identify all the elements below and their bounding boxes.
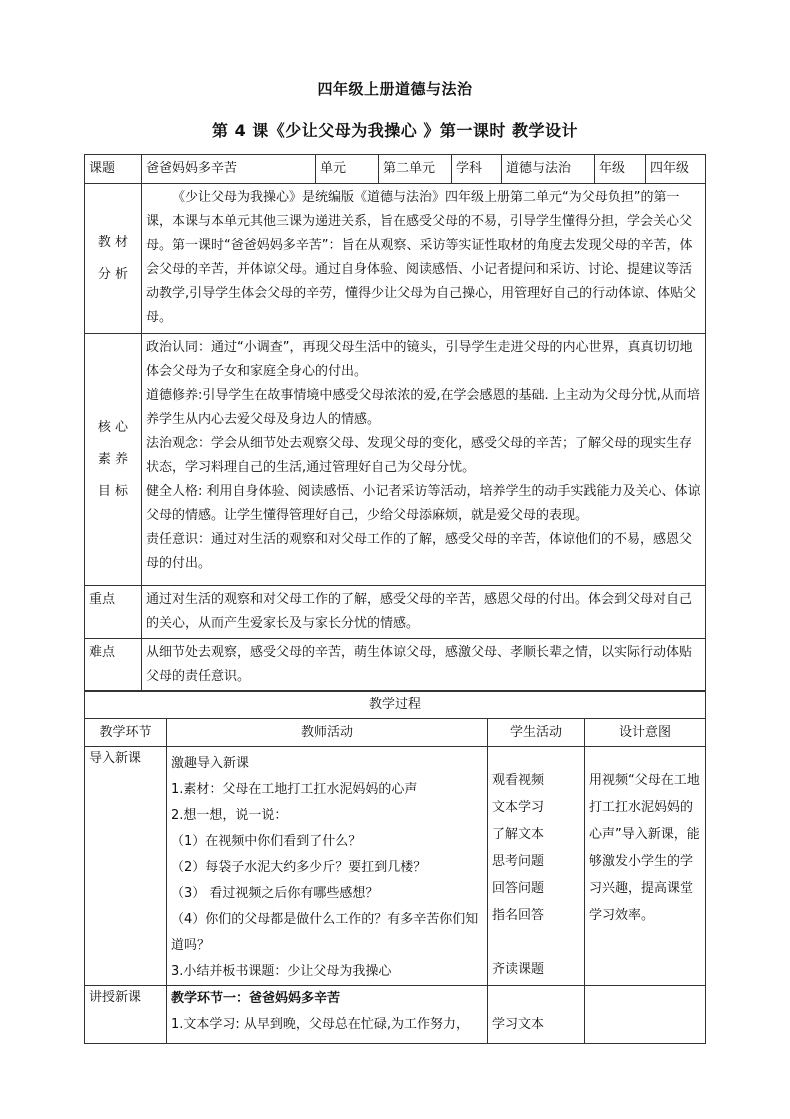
difficulty-text: 从细节处去观察，感受父母的辛苦，萌生体谅父母，感激父母、孝顺长辈之情，以实际行动体贴父母的责任意识。 [142,639,706,692]
key-point-label: 重点 [85,586,142,639]
material-text: 《少让父母为我操心》是统编版《道德与法治》四年级上册第二单元“为父母负担”的第一课，本课与本单元其他三课为递进关系，旨在感受父母的不易，引导学生懂得分担，学会关心父母。第一课时“爸爸妈妈多辛苦”：旨在从观察、采访等实证性取材的角度去发现父母的辛苦，体会父母的辛苦，并体谅父母。通过自身体验、阅读感悟、小记者提问和采访、讨论、提建议等活动教学,引导学生体会父母的辛劳，懂得少让父母为自己操心，用管理好自己的行动体谅、体贴父母。 [142,184,706,334]
difficulty-label: 难点 [85,639,142,692]
core-goals-text [142,334,706,586]
topic-value: 爸爸妈妈多辛苦 [142,155,316,184]
grade-value: 四年级 [646,155,706,184]
core-goals-row [85,334,706,586]
new-lesson-teacher-activity: 教学环节一：爸爸妈妈多辛苦 1.文本学习: 从早到晚，父母总在忙碌,为工作努力， [167,986,488,1044]
process-title-row [85,691,706,719]
difficulty-row [85,639,706,692]
header-stage: 教学环节 [85,719,167,747]
process-table [84,690,706,1044]
goal-moral: 道德修养:引导学生在故事情境中感受父母浓浓的爱,在学会感恩的基础. 上主动为父母分忧,从而培养学生从内心去爱父母及身边人的情感。 [146,388,700,427]
goal-responsibility: 责任意识：通过对生活的观察和对父母工作的了解，感受父母的辛苦，体谅他们的不易，感恩父母的付出。 [146,532,693,571]
core-goals-label: 核 心 素 养 目 标 [85,334,142,586]
intro-design-intent: 用视频“父母在工地打工扛水泥妈妈的心声”导入新课，能够激发小学生的学习兴趣，提高课堂学习效率。 [585,747,706,986]
goal-political: 政治认同：通过“小调查”，再现父母生活中的镜头，引导学生走进父母的内心世界，真真切切地体会父母为子女和家庭全身心的付出。 [146,340,693,379]
subject-label: 学科 [452,155,502,184]
document-subtitle: 第 4 课《少让父母为我操心 》第一课时 教学设计 [212,121,578,140]
process-title: 教学过程 [85,691,706,719]
key-point-row [85,586,706,639]
intro-row [85,747,706,986]
intro-stage: 导入新课 [85,747,167,986]
subject-value: 道德与法治 [502,155,595,184]
goal-law: 法治观念：学会从细节处去观察父母、发现父母的变化，感受父母的辛苦；了解父母的现实生存状态，学习料理自己的生活,通过管理好自己为父母分忧。 [146,436,693,475]
process-header-row [85,719,706,747]
grade-label: 年级 [595,155,646,184]
document-title: 四年级上册道德与法治 [317,80,473,98]
unit-label: 单元 [316,155,379,184]
goal-personality: 健全人格: 利用自身体验、阅读感悟、小记者采访等活动，培养学生的动手实践能力及关心、体谅父母的情感。让学生懂得管理好自己，少给父母添麻烦，就是爱父母的表现。 [146,484,701,523]
info-table [84,154,706,692]
info-row [85,155,706,184]
new-lesson-student-activity: 学习文本 [488,986,585,1044]
header-teacher: 教师活动 [167,719,488,747]
topic-label: 课题 [85,155,142,184]
material-label: 教 材 分 析 [85,184,142,334]
new-lesson-row [85,986,706,1044]
header-student: 学生活动 [488,719,585,747]
intro-student-activity: 观看视频 文本学习 了解文本 思考问题 回答问题 指名回答 齐读课题 [488,747,585,986]
new-lesson-stage: 讲授新课 [85,986,167,1044]
new-lesson-design-intent [585,986,706,1044]
header-intent: 设计意图 [585,719,706,747]
key-point-text: 通过对生活的观察和对父母工作的了解，感受父母的辛苦，感恩父母的付出。体会到父母对自己的关心，从而产生爱家长及与家长分忧的情感。 [142,586,706,639]
intro-teacher-activity: 激趣导入新课 1.素材：父母在工地打工扛水泥妈妈的心声 2.想一想，说一说： （1）在视频中你们看到了什么？ （2）每袋子水泥大约多少斤？要扛到几楼？ （3） 看过视频之后你有哪些感想？ （4）你们的父母都是做什么工作的？有多辛苦你们知道吗？ 3.小结并板书课题：少让父母为我操心 [167,747,488,986]
unit-value: 第二单元 [379,155,452,184]
material-row [85,184,706,334]
